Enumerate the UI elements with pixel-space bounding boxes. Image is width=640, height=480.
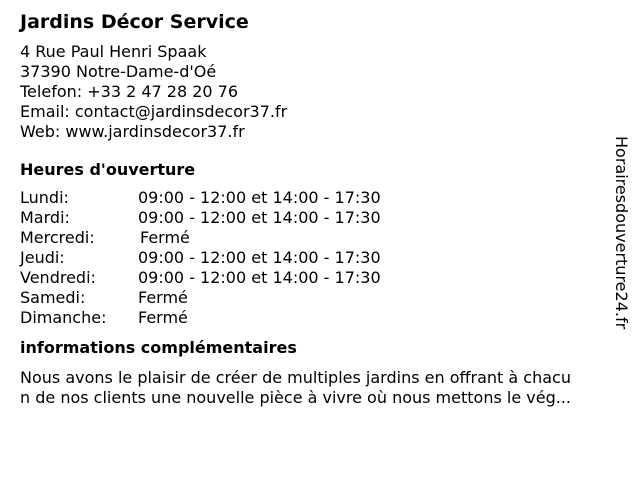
additional-info-heading: informations complémentaires	[20, 338, 297, 357]
site-watermark: Horairesdouverture24.fr	[612, 136, 631, 330]
time-value: 09:00 - 12:00 et 14:00 - 17:30	[138, 248, 381, 267]
hours-row-wednesday	[20, 228, 620, 248]
time-value: Fermé	[138, 308, 188, 327]
day-label: Vendredi:	[20, 268, 96, 287]
address-line-2: 37390 Notre-Dame-d'Oé	[20, 62, 217, 81]
day-label: Mercredi:	[20, 228, 95, 247]
time-value: 09:00 - 12:00 et 14:00 - 17:30	[138, 208, 381, 227]
time-value: 09:00 - 12:00 et 14:00 - 17:30	[138, 268, 381, 287]
day-label: Dimanche:	[20, 308, 107, 327]
phone-number: Telefon: +33 2 47 28 20 76	[20, 82, 239, 101]
hours-row-monday	[20, 188, 620, 208]
address-line-1: 4 Rue Paul Henri Spaak	[20, 42, 207, 61]
hours-row-saturday	[20, 288, 620, 308]
website: Web: www.jardinsdecor37.fr	[20, 122, 245, 141]
time-value: Fermé	[140, 228, 190, 247]
hours-row-tuesday	[20, 208, 620, 228]
day-label: Jeudi:	[20, 248, 65, 267]
opening-hours-heading: Heures d'ouverture	[20, 160, 196, 179]
time-value: 09:00 - 12:00 et 14:00 - 17:30	[138, 188, 381, 207]
day-label: Lundi:	[20, 188, 69, 207]
hours-row-friday	[20, 268, 620, 288]
hours-row-sunday	[20, 308, 620, 328]
hours-row-thursday	[20, 248, 620, 268]
description-line-1: Nous avons le plaisir de créer de multiples jardins en offrant à chacu	[20, 368, 571, 387]
opening-hours-list	[20, 188, 620, 328]
business-name: Jardins Décor Service	[20, 11, 249, 33]
email-address: Email: contact@jardinsdecor37.fr	[20, 102, 288, 121]
description-line-2: n de nos clients une nouvelle pièce à vivre où nous mettons le vég...	[20, 388, 571, 407]
day-label: Mardi:	[20, 208, 70, 227]
day-label: Samedi:	[20, 288, 86, 307]
business-card	[20, 10, 620, 408]
time-value: Fermé	[138, 288, 188, 307]
